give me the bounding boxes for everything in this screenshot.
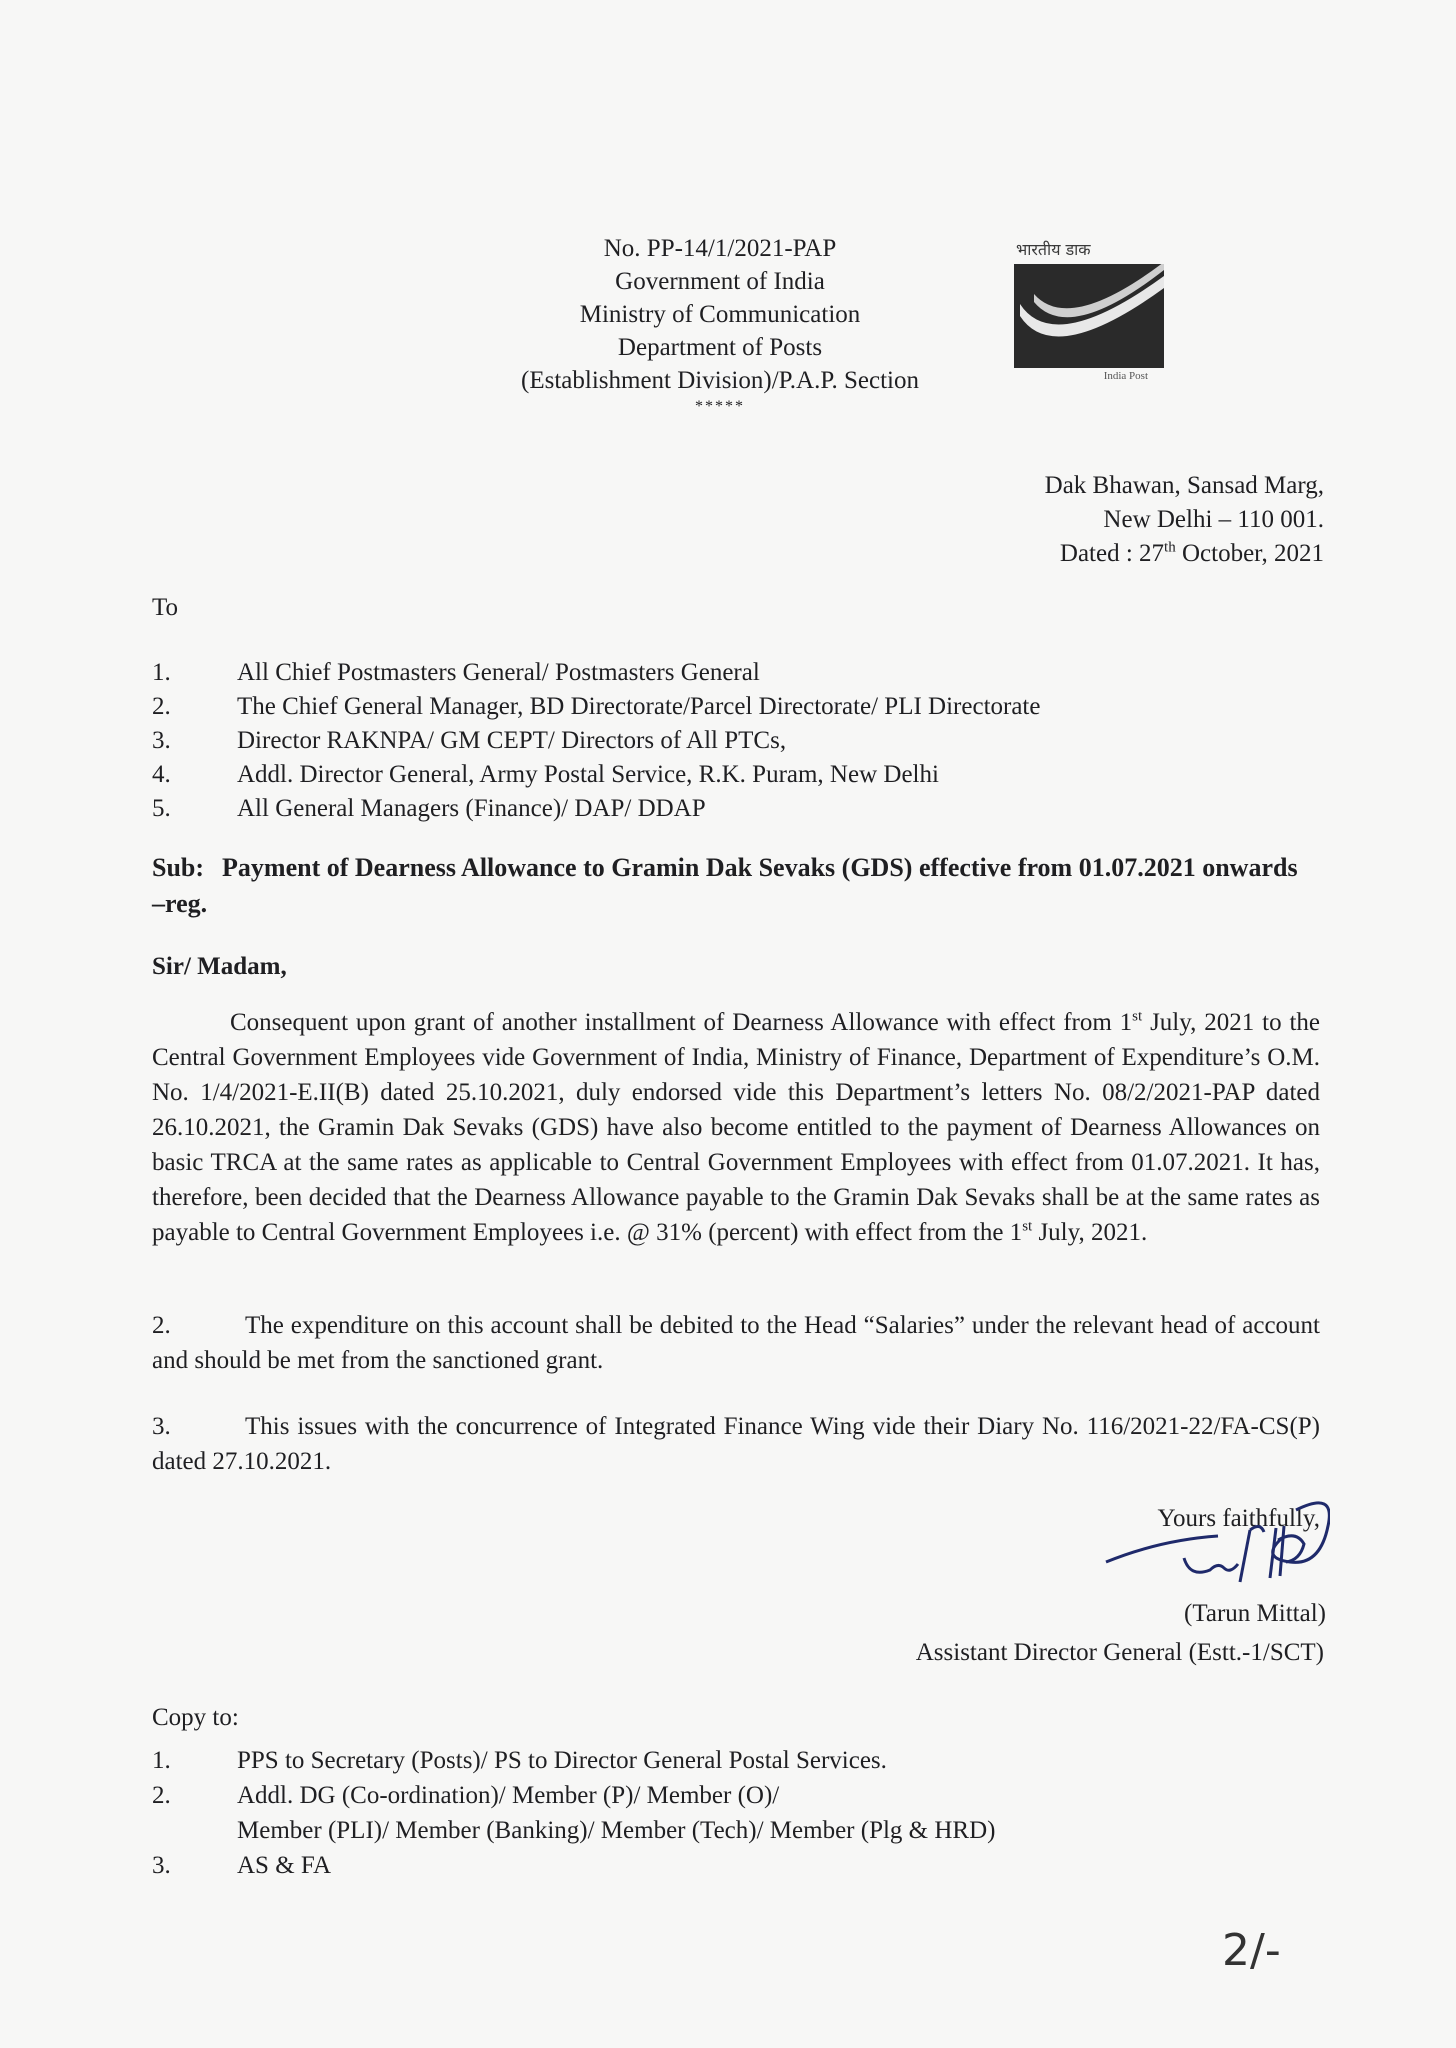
list-item: 1. All Chief Postmasters General/ Postmasters General bbox=[152, 659, 760, 686]
signatory-name: (Tarun Mittal) bbox=[1184, 1600, 1326, 1627]
salutation: Sir/ Madam, bbox=[152, 953, 287, 980]
address-line-2: New Delhi – 110 001. bbox=[1103, 506, 1324, 533]
letter-header bbox=[470, 232, 970, 417]
department-line: Department of Posts bbox=[617, 334, 823, 361]
logo-hindi-text: भारतीय डाक bbox=[1016, 240, 1091, 259]
paragraph-1: Consequent upon grant of another installment of Dearness Allowance with effect from 1st July, 2021 to the Central Government Employees vide Government of India, Ministry of Finance, Department of Expenditure’s O.M. No. 1/4/2021-E.II(B) dated 25.10.2021, duly endorsed vide this Department’s letters No. 08/2/2021-PAP dated 26.10.2021, the Gramin Dak Sevaks (GDS) have also become entitled to the payment of Dearness Allowances on basic TRCA at the same rates as applicable to Central Government Employees with effect from 01.07.2021. It has, therefore, been decided that the Dearness Allowance payable to the Gramin Dak Sevaks shall be at the same rates as payable to Central Government Employees i.e. @ 31% (percent) with effect from the 1st July, 2021. bbox=[152, 1008, 1320, 1246]
letter-date: Dated : 27th October, 2021 bbox=[1059, 539, 1324, 567]
india-post-logo bbox=[1014, 238, 1164, 382]
list-item: 4. Addl. Director General, Army Postal Service, R.K. Puram, New Delhi bbox=[152, 761, 939, 788]
list-item: 5. All General Managers (Finance)/ DAP/ DDAP bbox=[152, 795, 706, 822]
subject-label: Sub: bbox=[152, 853, 205, 882]
address-line-1: Dak Bhawan, Sansad Marg, bbox=[1044, 472, 1324, 499]
list-item: Member (PLI)/ Member (Banking)/ Member (Tech)/ Member (Plg & HRD) bbox=[237, 1817, 996, 1844]
paragraph-2: 2. The expenditure on this account shall be debited to the Head “Salaries” under the relevant head of account and should be met from the sanctioned grant. bbox=[152, 1312, 1320, 1374]
subject-text: Payment of Dearness Allowance to Gramin Dak Sevaks (GDS) effective from 01.07.2021 onwards –reg. bbox=[152, 853, 1298, 918]
copy-to-label: Copy to: bbox=[152, 1704, 239, 1731]
ministry-line: Ministry of Communication bbox=[579, 301, 861, 328]
list-item: 2. Addl. DG (Co-ordination)/ Member (P)/ Member (O)/ bbox=[152, 1782, 780, 1809]
closing-text: Yours faithfully, bbox=[1157, 1505, 1320, 1532]
list-item: 2. The Chief General Manager, BD Directorate/Parcel Directorate/ PLI Directorate bbox=[152, 693, 1041, 720]
subject-line bbox=[152, 850, 1312, 922]
reference-number: No. PP-14/1/2021-PAP bbox=[603, 235, 837, 262]
logo-caption: India Post bbox=[1103, 370, 1148, 382]
copy-to-list bbox=[152, 1743, 995, 1883]
list-item: 3. AS & FA bbox=[152, 1852, 332, 1879]
address-block bbox=[1045, 469, 1324, 571]
list-item: 3. Director RAKNPA/ GM CEPT/ Directors of All PTCs, bbox=[152, 727, 787, 754]
paragraph-3: 3. This issues with the concurrence of Integrated Finance Wing vide their Diary No. 116/2021-22/FA-CS(P) dated 27.10.2021. bbox=[152, 1413, 1320, 1475]
recipient-list bbox=[152, 656, 1040, 826]
signatory-designation: Assistant Director General (Estt.-1/SCT) bbox=[915, 1639, 1324, 1666]
logo-mark-icon bbox=[1014, 264, 1164, 368]
page-marker: 2/- bbox=[1222, 1925, 1281, 1976]
division-line: (Establishment Division)/P.A.P. Section bbox=[521, 367, 919, 394]
to-label: To bbox=[152, 594, 179, 621]
separator-stars: ***** bbox=[695, 398, 745, 415]
government-line: Government of India bbox=[615, 268, 825, 295]
list-item: 1. PPS to Secretary (Posts)/ PS to Director General Postal Services. bbox=[152, 1747, 887, 1774]
